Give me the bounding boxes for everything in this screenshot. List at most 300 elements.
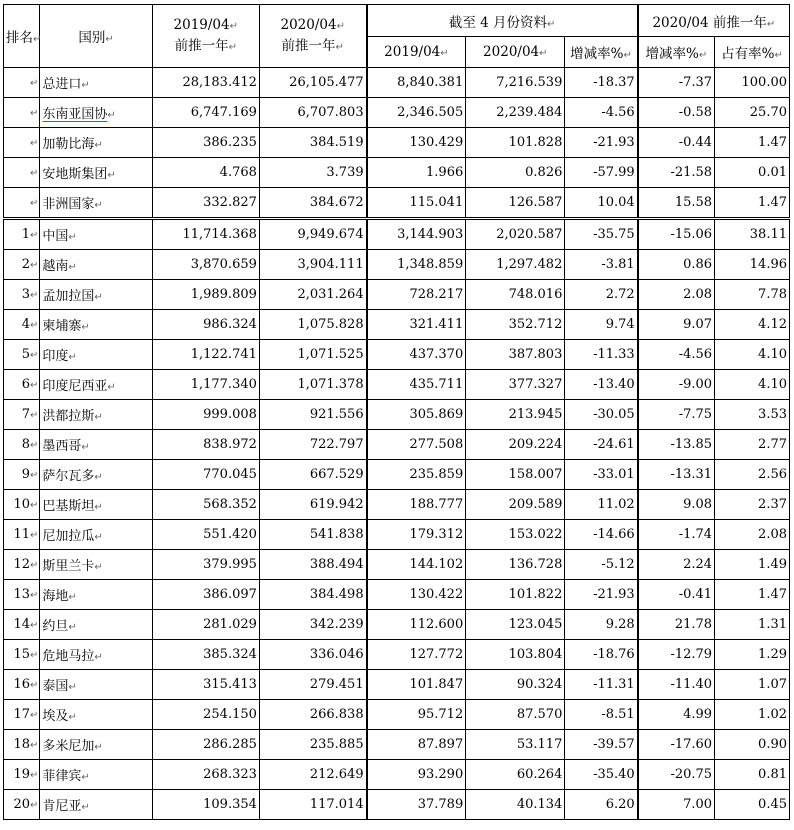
- header-prev-year-label: 前推一年: [174, 38, 229, 54]
- country-name-cell: [40, 128, 152, 158]
- value-b: 6,707.803: [297, 105, 364, 120]
- paragraph-mark: ↵: [30, 290, 39, 301]
- value-cell-d: [466, 670, 565, 700]
- value-a: 1,989.809: [190, 287, 257, 302]
- value-cell-d: [466, 550, 565, 580]
- value-f: 7.00: [683, 797, 713, 812]
- value-cell-c: [367, 550, 466, 580]
- value-cell-c: [367, 250, 466, 280]
- value-cell-g: [715, 68, 790, 98]
- value-cell-c: [367, 790, 466, 820]
- group-row: [4, 158, 790, 188]
- rank-cell: [4, 430, 40, 460]
- value-cell-b: [259, 760, 366, 790]
- value-cell-d: [466, 250, 565, 280]
- value-a: 28,183.412: [182, 75, 257, 90]
- value-cell-a: [152, 68, 259, 98]
- value-cell-c: [367, 400, 466, 430]
- country-row: [4, 370, 790, 400]
- header-country-label: 国别: [78, 30, 106, 46]
- value-g: 2.08: [758, 527, 787, 542]
- value-cell-c: [367, 158, 466, 188]
- value-d: 209.224: [508, 437, 563, 452]
- paragraph-mark: ↵: [30, 800, 39, 811]
- value-cell-d: [466, 730, 565, 760]
- value-cell-c: [367, 188, 466, 219]
- value-cell-g: [715, 128, 790, 158]
- value-d: 352.712: [508, 317, 563, 332]
- value-cell-a: [152, 520, 259, 550]
- value-d: 377.327: [508, 377, 563, 392]
- country-name-cell: [40, 700, 152, 730]
- paragraph-mark: ↵: [94, 412, 103, 423]
- value-cell-e: [565, 760, 638, 790]
- country-name-cell: [40, 490, 152, 520]
- rank-cell: [4, 520, 40, 550]
- value-cell-f: [638, 310, 715, 340]
- value-e: -18.76: [593, 647, 635, 662]
- value-cell-e: [565, 158, 638, 188]
- value-cell-d: [466, 520, 565, 550]
- rank-value: 2: [21, 257, 31, 272]
- paragraph-mark: ↵: [30, 350, 39, 361]
- paragraph-mark: ↵: [30, 198, 39, 209]
- value-c: 235.859: [409, 467, 464, 482]
- value-cell-b: [259, 188, 366, 219]
- paragraph-mark: ↵: [68, 232, 77, 243]
- country-name: 东南亚国协: [42, 107, 108, 122]
- value-cell-e: [565, 340, 638, 370]
- value-g: 38.11: [749, 227, 787, 242]
- value-cell-b: [259, 400, 366, 430]
- value-b: 619.942: [309, 497, 364, 512]
- value-a: 281.029: [203, 617, 257, 632]
- value-a: 385.324: [203, 647, 257, 662]
- value-cell-d: [466, 310, 565, 340]
- header-2019-label: 2019/04: [173, 17, 230, 34]
- value-e: -57.99: [593, 165, 635, 180]
- rank-cell: [4, 98, 40, 128]
- value-cell-c: [367, 670, 466, 700]
- value-cell-f: [638, 250, 715, 280]
- value-b: 541.838: [309, 527, 364, 542]
- value-cell-f: [638, 460, 715, 490]
- value-e: -21.93: [593, 587, 635, 602]
- value-g: 1.47: [758, 587, 787, 602]
- country-name: 菲律宾: [42, 769, 82, 784]
- value-e: 9.28: [605, 617, 635, 632]
- rank-cell: [4, 340, 40, 370]
- country-row: [4, 490, 790, 520]
- rank-value: 19: [13, 767, 31, 782]
- value-cell-c: [367, 310, 466, 340]
- value-cell-a: [152, 280, 259, 310]
- value-cell-g: [715, 430, 790, 460]
- value-cell-f: [638, 400, 715, 430]
- value-cell-a: [152, 250, 259, 280]
- value-f: -7.37: [678, 75, 713, 90]
- value-f: 15.58: [674, 195, 713, 210]
- header-trailing-change: [638, 37, 715, 68]
- value-cell-f: [638, 219, 715, 250]
- value-cell-g: [715, 790, 790, 820]
- value-cell-a: [152, 128, 259, 158]
- value-a: 109.354: [203, 797, 257, 812]
- rank-cell: [4, 550, 40, 580]
- value-cell-a: [152, 700, 259, 730]
- rank-value: 12: [13, 557, 31, 572]
- value-d: 1,297.482: [496, 257, 563, 272]
- value-cell-b: [259, 219, 366, 250]
- value-e: -8.51: [601, 707, 635, 722]
- value-cell-g: [715, 370, 790, 400]
- country-row: [4, 790, 790, 820]
- value-b: 667.529: [309, 467, 364, 482]
- header-trailing-group: [638, 5, 790, 37]
- value-cell-e: [565, 128, 638, 158]
- value-cell-g: [715, 610, 790, 640]
- value-cell-g: [715, 280, 790, 310]
- value-c: 179.312: [409, 527, 464, 542]
- value-c: 1,348.859: [397, 257, 464, 272]
- value-cell-a: [152, 310, 259, 340]
- rank-value: 9: [21, 467, 31, 482]
- value-e: 6.20: [605, 797, 635, 812]
- value-a: 551.420: [203, 527, 257, 542]
- value-d: 136.728: [508, 557, 563, 572]
- value-cell-a: [152, 730, 259, 760]
- value-cell-e: [565, 790, 638, 820]
- value-c: 1.966: [426, 165, 464, 180]
- value-cell-b: [259, 700, 366, 730]
- value-cell-a: [152, 158, 259, 188]
- value-cell-b: [259, 640, 366, 670]
- value-b: 384.519: [309, 135, 364, 150]
- value-a: 4.768: [219, 165, 257, 180]
- value-c: 305.869: [409, 407, 464, 422]
- value-f: 0.86: [683, 257, 713, 272]
- value-cell-b: [259, 128, 366, 158]
- value-cell-g: [715, 219, 790, 250]
- rank-cell: [4, 68, 40, 98]
- value-cell-a: [152, 219, 259, 250]
- country-row: [4, 580, 790, 610]
- rank-cell: [4, 670, 40, 700]
- value-d: 748.016: [508, 287, 563, 302]
- value-g: 4.12: [758, 317, 787, 332]
- country-name-cell: [40, 580, 152, 610]
- value-a: 379.995: [203, 557, 257, 572]
- paragraph-mark: ↵: [107, 170, 116, 181]
- value-f: -11.40: [670, 677, 713, 692]
- value-e: 11.02: [597, 497, 635, 512]
- value-cell-g: [715, 640, 790, 670]
- value-cell-d: [466, 370, 565, 400]
- value-b: 336.046: [309, 647, 364, 662]
- value-cell-c: [367, 370, 466, 400]
- paragraph-mark: ↵: [68, 712, 77, 723]
- value-e: -11.33: [593, 347, 635, 362]
- value-c: 87.897: [417, 737, 464, 752]
- value-cell-f: [638, 640, 715, 670]
- value-c: 144.102: [409, 557, 464, 572]
- value-e: -5.12: [601, 557, 635, 572]
- value-cell-a: [152, 460, 259, 490]
- value-d: 90.324: [516, 677, 563, 692]
- rank-cell: [4, 490, 40, 520]
- rank-value: 3: [21, 287, 31, 302]
- value-g: 7.78: [758, 287, 787, 302]
- import-table-container: [3, 4, 790, 820]
- value-cell-c: [367, 580, 466, 610]
- country-name: 印度尼西亚: [42, 379, 108, 394]
- rank-value: 8: [21, 437, 31, 452]
- value-cell-a: [152, 430, 259, 460]
- value-cell-b: [259, 370, 366, 400]
- country-row: [4, 250, 790, 280]
- value-e: -21.93: [593, 135, 635, 150]
- value-g: 1.47: [758, 135, 787, 150]
- value-cell-d: [466, 790, 565, 820]
- paragraph-mark: ↵: [774, 50, 783, 61]
- value-c: 3,144.903: [397, 227, 464, 242]
- value-f: -9.00: [678, 377, 713, 392]
- value-cell-a: [152, 550, 259, 580]
- value-c: 321.411: [409, 317, 464, 332]
- header-ytd-change-label: 增减率%: [570, 46, 624, 62]
- paragraph-mark: ↵: [30, 740, 39, 751]
- value-d: 101.828: [508, 135, 563, 150]
- table-body: [4, 68, 790, 820]
- value-cell-c: [367, 640, 466, 670]
- value-a: 332.827: [203, 195, 257, 210]
- country-name: 总进口: [42, 77, 82, 92]
- value-g: 0.90: [758, 737, 787, 752]
- value-cell-f: [638, 700, 715, 730]
- value-cell-g: [715, 580, 790, 610]
- value-b: 2,031.264: [297, 287, 364, 302]
- paragraph-mark: ↵: [440, 48, 449, 59]
- country-name: 危地马拉: [42, 649, 95, 664]
- value-c: 277.508: [409, 437, 464, 452]
- country-row: [4, 340, 790, 370]
- header-trailing-share-label: 占有率%: [721, 46, 775, 62]
- paragraph-mark: ↵: [30, 710, 39, 721]
- value-cell-g: [715, 188, 790, 219]
- value-g: 1.29: [758, 647, 787, 662]
- value-c: 188.777: [409, 497, 464, 512]
- rank-cell: [4, 790, 40, 820]
- value-cell-b: [259, 68, 366, 98]
- value-d: 158.007: [508, 467, 563, 482]
- value-cell-b: [259, 280, 366, 310]
- value-cell-b: [259, 610, 366, 640]
- country-name: 多米尼加: [42, 739, 95, 754]
- value-cell-g: [715, 340, 790, 370]
- value-cell-d: [466, 760, 565, 790]
- paragraph-mark: ↵: [94, 742, 103, 753]
- country-name-cell: [40, 610, 152, 640]
- paragraph-mark: ↵: [94, 472, 103, 483]
- value-f: -0.41: [678, 587, 713, 602]
- paragraph-mark: ↵: [30, 590, 39, 601]
- value-cell-d: [466, 700, 565, 730]
- value-d: 53.117: [516, 737, 563, 752]
- country-name-cell: [40, 670, 152, 700]
- country-name: 加勒比海: [42, 137, 95, 152]
- rank-cell: [4, 128, 40, 158]
- value-cell-b: [259, 580, 366, 610]
- paragraph-mark: ↵: [547, 18, 556, 30]
- value-cell-e: [565, 310, 638, 340]
- paragraph-mark: ↵: [94, 562, 103, 573]
- value-cell-f: [638, 550, 715, 580]
- value-b: 279.451: [309, 677, 364, 692]
- value-f: -12.79: [670, 647, 713, 662]
- value-cell-c: [367, 730, 466, 760]
- value-g: 0.45: [758, 797, 787, 812]
- country-name: 泰国: [42, 679, 69, 694]
- paragraph-mark: ↵: [81, 802, 90, 813]
- country-name: 安地斯集团: [42, 167, 108, 182]
- rank-value: 13: [13, 587, 31, 602]
- value-cell-f: [638, 98, 715, 128]
- rank-cell: [4, 640, 40, 670]
- paragraph-mark: ↵: [68, 352, 77, 363]
- value-g: 4.10: [758, 347, 787, 362]
- value-cell-a: [152, 670, 259, 700]
- value-cell-d: [466, 188, 565, 219]
- paragraph-mark: ↵: [30, 560, 39, 571]
- country-name: 越南: [42, 259, 69, 274]
- country-row: [4, 610, 790, 640]
- paragraph-mark: ↵: [30, 380, 39, 391]
- value-cell-b: [259, 520, 366, 550]
- rank-value: 11: [13, 527, 31, 542]
- country-name: 孟加拉国: [42, 289, 95, 304]
- country-name: 柬埔寨: [42, 319, 82, 334]
- value-d: 101.822: [508, 587, 563, 602]
- value-c: 112.600: [409, 617, 464, 632]
- paragraph-mark: ↵: [228, 42, 237, 53]
- header-rank: [4, 5, 40, 68]
- rank-cell: [4, 610, 40, 640]
- value-f: -20.75: [670, 767, 713, 782]
- paragraph-mark: ↵: [107, 382, 116, 393]
- value-cell-f: [638, 490, 715, 520]
- header-trailing-change-label: 增减率%: [645, 46, 699, 62]
- paragraph-mark: ↵: [698, 50, 708, 61]
- header-2019-prev-year: [152, 5, 259, 68]
- value-f: -4.56: [678, 347, 713, 362]
- group-row: [4, 98, 790, 128]
- value-a: 1,122.741: [190, 347, 257, 362]
- value-e: -33.01: [593, 467, 635, 482]
- value-cell-g: [715, 158, 790, 188]
- value-cell-b: [259, 430, 366, 460]
- value-e: 10.04: [597, 195, 635, 210]
- value-a: 286.285: [203, 737, 257, 752]
- country-name: 尼加拉瓜: [42, 529, 95, 544]
- header-ytd-2020: [466, 37, 565, 68]
- rank-value: 5: [21, 347, 31, 362]
- header-ytd-2019: [367, 37, 466, 68]
- value-d: 153.022: [508, 527, 563, 542]
- rank-cell: [4, 730, 40, 760]
- country-row: [4, 460, 790, 490]
- value-cell-c: [367, 490, 466, 520]
- value-cell-a: [152, 340, 259, 370]
- country-name-cell: [40, 640, 152, 670]
- value-c: 127.772: [409, 647, 464, 662]
- value-cell-e: [565, 700, 638, 730]
- paragraph-mark: ↵: [81, 442, 90, 453]
- value-cell-g: [715, 98, 790, 128]
- value-c: 437.370: [409, 347, 464, 362]
- value-b: 1,071.378: [297, 377, 364, 392]
- header-prev-year-label: 前推一年: [281, 38, 336, 54]
- value-cell-a: [152, 490, 259, 520]
- value-cell-f: [638, 730, 715, 760]
- rank-cell: [4, 310, 40, 340]
- value-cell-d: [466, 280, 565, 310]
- paragraph-mark: ↵: [68, 592, 77, 603]
- rank-value: 14: [13, 617, 31, 632]
- value-b: 3.739: [326, 165, 364, 180]
- value-cell-g: [715, 310, 790, 340]
- header-ytd-group-label: 截至 4 月份资料: [448, 14, 548, 31]
- country-name-cell: [40, 310, 152, 340]
- value-d: 213.945: [508, 407, 563, 422]
- value-cell-c: [367, 430, 466, 460]
- value-c: 728.217: [409, 287, 464, 302]
- value-g: 2.56: [758, 467, 787, 482]
- paragraph-mark: ↵: [94, 140, 103, 151]
- rank-cell: [4, 370, 40, 400]
- country-name-cell: [40, 158, 152, 188]
- rank-value: 10: [13, 497, 31, 512]
- value-d: 7,216.539: [496, 75, 563, 90]
- value-c: 130.422: [409, 587, 464, 602]
- country-name-cell: [40, 98, 152, 128]
- country-name: 中国: [42, 229, 69, 244]
- value-a: 6,747.169: [190, 105, 257, 120]
- value-cell-c: [367, 700, 466, 730]
- country-row: [4, 640, 790, 670]
- paragraph-mark: ↵: [33, 34, 42, 45]
- value-f: 4.99: [683, 707, 713, 722]
- value-cell-c: [367, 128, 466, 158]
- value-cell-e: [565, 430, 638, 460]
- country-name: 萨尔瓦多: [42, 469, 95, 484]
- value-f: -21.58: [670, 165, 713, 180]
- header-trailing-share: [715, 37, 790, 68]
- country-row: [4, 550, 790, 580]
- value-cell-g: [715, 400, 790, 430]
- value-b: 212.649: [309, 767, 364, 782]
- rank-cell: [4, 250, 40, 280]
- value-b: 26,105.477: [289, 75, 364, 90]
- value-cell-b: [259, 730, 366, 760]
- value-g: 1.02: [758, 707, 787, 722]
- paragraph-mark: ↵: [30, 138, 39, 149]
- value-f: -13.31: [670, 467, 713, 482]
- value-cell-c: [367, 610, 466, 640]
- value-cell-g: [715, 700, 790, 730]
- value-cell-e: [565, 98, 638, 128]
- group-row: [4, 68, 790, 98]
- value-b: 117.014: [309, 797, 364, 812]
